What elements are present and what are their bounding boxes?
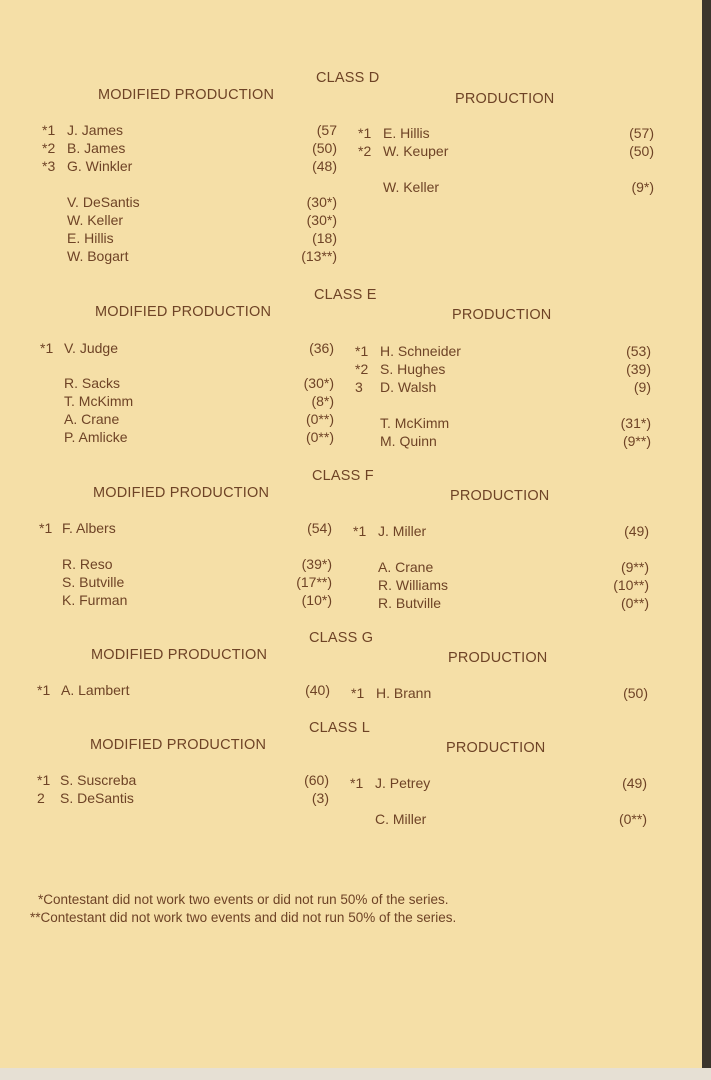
points-value: (10*) (301, 592, 332, 608)
points-value: (50) (312, 140, 337, 156)
contestant-name: W. Bogart (67, 248, 129, 264)
place-marker: *1 (39, 520, 53, 536)
modified-production-heading: MODIFIED PRODUCTION (98, 87, 275, 103)
place-marker: *1 (358, 125, 372, 141)
footnote-single-asterisk: *Contestant did not work two events or did not run 50% of the series. (38, 892, 449, 907)
points-value: (49) (622, 775, 647, 791)
points-value: (60) (304, 772, 329, 788)
contestant-name: A. Lambert (61, 682, 130, 698)
class-heading: CLASS L (309, 720, 371, 736)
points-value: (50) (629, 143, 654, 159)
points-value: (30*) (306, 194, 337, 210)
contestant-name: J. James (67, 122, 124, 138)
contestant-name: T. McKimm (64, 393, 134, 409)
points-value: (9**) (620, 559, 649, 575)
points-value: (17**) (296, 574, 332, 590)
contestant-name: R. Reso (62, 556, 113, 572)
contestant-name: A. Crane (378, 559, 434, 575)
production-heading: PRODUCTION (455, 91, 555, 107)
production-heading: PRODUCTION (452, 307, 552, 323)
points-value: (39) (626, 361, 651, 377)
place-marker: *1 (42, 122, 56, 138)
points-value: (0**) (618, 811, 647, 827)
points-value: (39*) (301, 556, 332, 572)
contestant-name: T. McKimm (380, 415, 450, 431)
contestant-name: D. Walsh (380, 379, 437, 395)
points-value: (48) (312, 158, 337, 174)
modified-production-heading: MODIFIED PRODUCTION (90, 737, 267, 753)
place-marker: *1 (37, 772, 51, 788)
contestant-name: B. James (67, 140, 126, 156)
points-value: (3) (311, 790, 329, 806)
contestant-name: G. Winkler (67, 158, 133, 174)
place-marker: 3 (355, 379, 363, 395)
points-value: (9**) (622, 433, 651, 449)
points-value: (57) (629, 125, 654, 141)
place-marker: *2 (355, 361, 369, 377)
footnote-double-asterisk: **Contestant did not work two events and did not run 50% of the series. (30, 910, 457, 925)
modified-production-heading: MODIFIED PRODUCTION (93, 485, 270, 501)
contestant-name: V. DeSantis (67, 194, 140, 210)
class-heading: CLASS F (312, 468, 374, 484)
points-value: (36) (309, 340, 334, 356)
points-value: (30*) (306, 212, 337, 228)
contestant-name: A. Crane (64, 411, 120, 427)
place-marker: *1 (353, 523, 367, 539)
contestant-name: H. Schneider (380, 343, 461, 359)
points-value: (50) (623, 685, 648, 701)
contestant-name: H. Brann (376, 685, 432, 701)
place-marker: *1 (37, 682, 51, 698)
points-value: (40) (305, 682, 330, 698)
points-value: (13**) (301, 248, 337, 264)
points-value: (9*) (631, 179, 654, 195)
points-value: (57 (316, 122, 337, 138)
contestant-name: W. Keller (383, 179, 440, 195)
contestant-name: J. Petrey (375, 775, 431, 791)
contestant-name: E. Hillis (67, 230, 114, 246)
place-marker: *1 (351, 685, 365, 701)
class-heading: CLASS G (309, 630, 374, 646)
points-value: (0**) (620, 595, 649, 611)
points-value: (18) (312, 230, 337, 246)
contestant-name: R. Sacks (64, 375, 121, 391)
points-value: (9) (633, 379, 651, 395)
contestant-name: K. Furman (62, 592, 128, 608)
points-value: (0**) (305, 411, 334, 427)
class-heading: CLASS E (314, 287, 377, 303)
production-heading: PRODUCTION (446, 740, 546, 756)
contestant-name: W. Keuper (383, 143, 449, 159)
place-marker: *1 (350, 775, 364, 791)
contestant-name: F. Albers (62, 520, 116, 536)
contestant-name: C. Miller (375, 811, 427, 827)
points-value: (31*) (620, 415, 651, 431)
page-bottom-edge (0, 1068, 711, 1080)
contestant-name: S. Hughes (380, 361, 446, 377)
place-marker: 2 (37, 790, 45, 806)
production-heading: PRODUCTION (448, 650, 548, 666)
contestant-name: P. Amlicke (64, 429, 128, 445)
modified-production-heading: MODIFIED PRODUCTION (91, 647, 268, 663)
place-marker: *1 (355, 343, 369, 359)
contestant-name: S. DeSantis (60, 790, 134, 806)
place-marker: *2 (42, 140, 56, 156)
production-heading: PRODUCTION (450, 488, 550, 504)
contestant-name: S. Butville (62, 574, 125, 590)
place-marker: *2 (358, 143, 372, 159)
place-marker: *3 (42, 158, 56, 174)
points-value: (30*) (303, 375, 334, 391)
contestant-name: R. Williams (378, 577, 448, 593)
contestant-name: R. Butville (378, 595, 442, 611)
points-value: (8*) (311, 393, 334, 409)
contestant-name: S. Suscreba (60, 772, 137, 788)
points-value: (49) (624, 523, 649, 539)
modified-production-heading: MODIFIED PRODUCTION (95, 304, 272, 320)
points-value: (0**) (305, 429, 334, 445)
place-marker: *1 (40, 340, 54, 356)
contestant-name: E. Hillis (383, 125, 430, 141)
contestant-name: M. Quinn (380, 433, 437, 449)
class-heading: CLASS D (316, 70, 380, 86)
binding-edge (702, 0, 711, 1080)
points-value: (10**) (613, 577, 649, 593)
points-value: (54) (307, 520, 332, 536)
contestant-name: V. Judge (64, 340, 118, 356)
contestant-name: W. Keller (67, 212, 124, 228)
points-value: (53) (626, 343, 651, 359)
contestant-name: J. Miller (378, 523, 427, 539)
